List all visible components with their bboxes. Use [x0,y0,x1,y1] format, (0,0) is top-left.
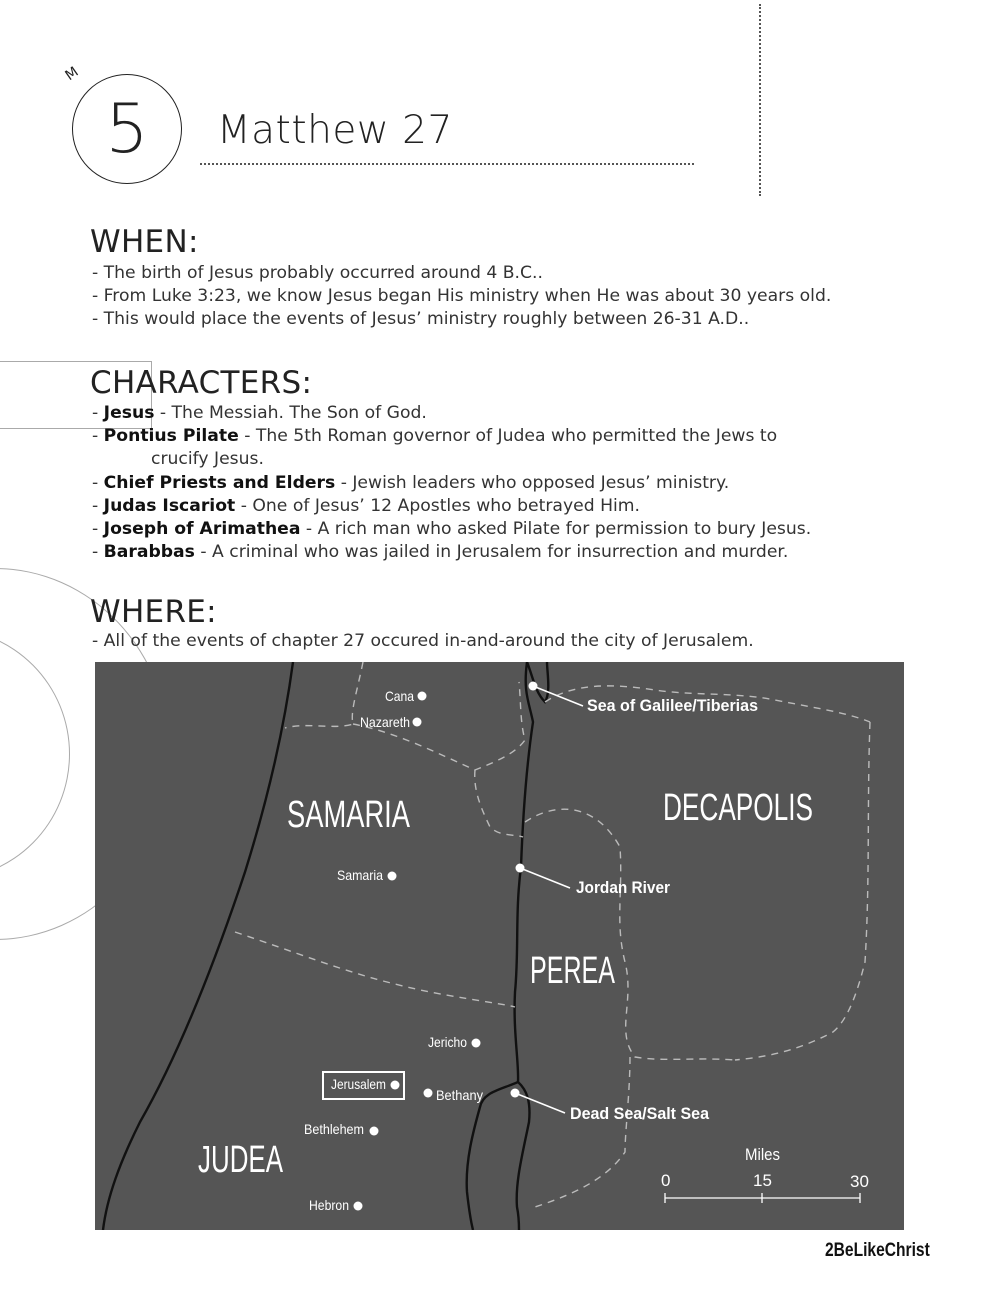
border-judea-north [235,932,515,1007]
where-heading: WHERE: [90,594,217,630]
character-item: - Joseph of Arimathea - A rich man who asked Pilate for permission to bury Jesus. [92,519,812,540]
character-desc: - The Messiah. The Son of God. [154,403,427,423]
when-line: - This would place the events of Jesus’ ministry roughly between 26-31 A.D.. [92,309,750,330]
character-desc: - One of Jesus’ 12 Apostles who betrayed Him. [235,495,640,516]
scale-tick-label: 15 [753,1171,772,1190]
character-name: Pontius Pilate [103,426,239,447]
sea-of-galilee-shore [527,662,548,702]
scale-unit: Miles [745,1145,780,1164]
character-name: Joseph of Arimathea [103,519,301,540]
border-samaria-north [475,770,523,837]
page-title: Matthew 27 [217,108,453,153]
feature-label: Jordan River [576,878,671,897]
town-label: Bethany [436,1087,483,1103]
feature-label: Dead Sea/Salt Sea [570,1104,710,1123]
character-desc: - A criminal who was jailed in Jerusalem for insurrection and murder. [194,542,789,563]
when-section [92,262,831,332]
town-label: Jerusalem [331,1076,386,1092]
dead-sea-leader [515,1093,565,1113]
character-desc: - Jewish leaders who opposed Jesus’ ministry. [335,472,730,493]
scale-tick-label: 30 [850,1172,869,1191]
corner-letter: M [62,63,82,85]
cana-dot [418,692,427,701]
character-desc: - A rich man who asked Pilate for permission to bury Jesus. [300,519,812,540]
feature-label: Sea of Galilee/Tiberias [587,696,758,715]
vertical-divider [759,4,761,196]
map-svg [95,662,904,1230]
region-label: PEREA [530,950,616,992]
character-item: - Jesus - The Messiah. The Son of God. [92,403,427,423]
border-decapolis-east [735,722,870,1060]
town-label: Nazareth [360,714,410,730]
brand-footer: 2BeLikeChrist [825,1240,930,1261]
scale-tick-label: 0 [661,1171,671,1190]
town-label: Cana [385,688,415,704]
character-name: Jesus [103,403,155,423]
jordan-leader [520,868,570,888]
character-name: Chief Priests and Elders [103,472,336,493]
town-label: Samaria [337,867,384,883]
town-label: Bethlehem [304,1121,364,1137]
characters-section [92,402,811,564]
region-label: DECAPOLIS [663,787,813,829]
dead-sea-outline [467,1082,518,1230]
region-label: SAMARIA [287,794,411,836]
bethany-dot [424,1089,433,1098]
character-item: - Barabbas - A criminal who was jailed in Jerusalem for insurrection and murder. [92,542,789,563]
jericho-dot [472,1039,481,1048]
character-desc-continued: crucify Jesus. [151,449,264,470]
character-item: - Pontius Pilate - The 5th Roman governor of Judea who permitted the Jews to [92,426,778,447]
title-divider [200,163,694,165]
nazareth-dot [413,718,422,727]
hebron-dot [354,1202,363,1211]
character-name: Judas Iscariot [103,495,236,516]
when-line: - The birth of Jesus probably occurred around 4 B.C.. [92,263,543,283]
character-item: - Judas Iscariot - One of Jesus’ 12 Apostles who betrayed Him. [92,495,640,516]
characters-heading: CHARACTERS: [90,365,313,401]
where-section [92,630,754,653]
border-decapolis-west [525,809,735,1060]
decorative-arc-inner [0,628,70,880]
character-item: - Chief Priests and Elders - Jewish leaders who opposed Jesus’ ministry. [92,472,730,493]
bethlehem-dot [370,1127,379,1136]
character-desc: - The 5th Roman governor of Judea who permitted the Jews to [238,426,778,447]
map [95,662,904,1230]
when-heading: WHEN: [90,224,199,260]
samaria-dot [388,872,397,881]
town-label: Jericho [428,1034,468,1050]
town-label: Hebron [309,1197,349,1213]
chapter-number-circle [72,74,182,184]
where-line: - All of the events of chapter 27 occured in-and-around the city of Jerusalem. [92,631,754,651]
region-label: JUDEA [198,1139,284,1181]
dead-sea-outline-east [517,1082,530,1230]
jerusalem-dot [391,1081,400,1090]
border-galilee [285,662,363,728]
border-perea-south [535,1057,630,1207]
when-line: - From Luke 3:23, we know Jesus began His ministry when He was about 30 years old. [92,286,832,307]
character-name: Barabbas [103,542,195,563]
chapter-number: 5 [105,89,149,169]
